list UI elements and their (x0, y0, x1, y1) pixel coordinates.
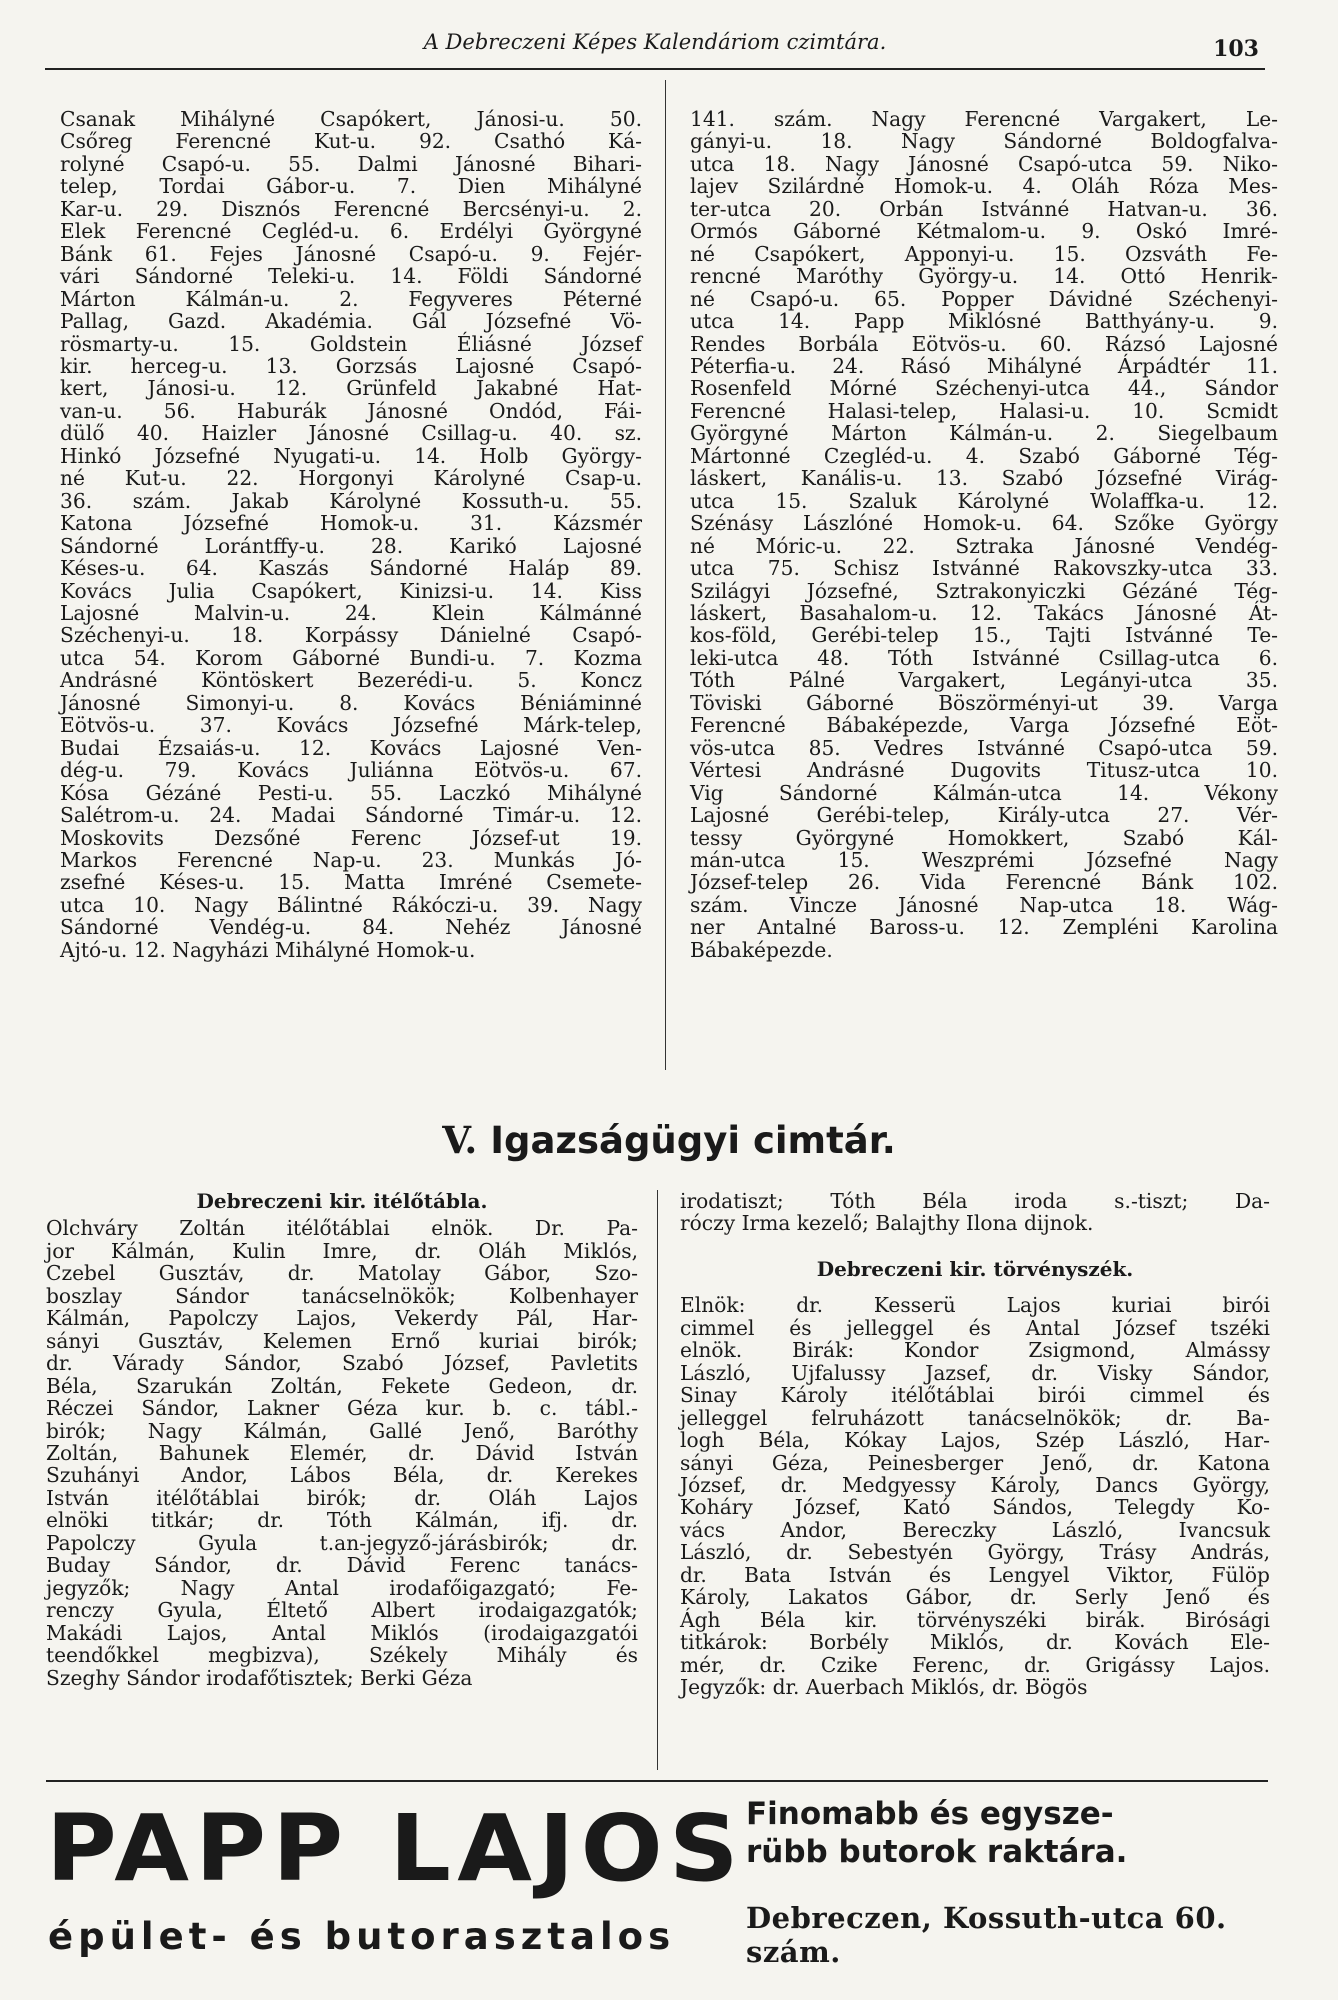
text-line: Csőreg Ferencné Kut-u. 92. Csathó Ká- (60, 129, 642, 154)
text-line: Budai Ézsaiás-u. 12. Kovács Lajosné Ven- (60, 735, 642, 760)
torvenyszek-text (680, 1294, 1270, 1698)
advert-name: PAPP LAJOS (46, 1795, 745, 1902)
tabla-continuation (680, 1190, 1270, 1235)
section-number: V. (442, 1118, 478, 1162)
advert-slogan-line2: rübb butorok raktára. (746, 1834, 1128, 1870)
text-line: Ágh Béla kir. törvényszéki birák. Birósági (680, 1607, 1270, 1632)
text-line: 141. szám. Nagy Ferencné Vargakert, Le- (690, 107, 1278, 131)
text-line: utca 10. Nagy Bálintné Rákóczi-u. 39. Nagy (60, 892, 642, 917)
text-line: vös-utca 85. Vedres Istvánné Csapó-utca 59. (690, 735, 1278, 760)
text-line: Kósa Gézáné Pesti-u. 55. Laczkó Mihályné (60, 780, 642, 805)
text-line: Lajosné Malvin-u. 24. Klein Kálmánné (60, 600, 642, 625)
text-line: Papolczy Gyula t.an-jegyző-járásbirók; dr. (46, 1530, 638, 1555)
text-line: Péterfia-u. 24. Rásó Mihályné Árpádtér 11. (690, 353, 1278, 378)
text-line: Szeghy Sándor irodafőtisztek; Berki Géza (46, 1665, 473, 1690)
text-line: Olchváry Zoltán itélőtáblai elnök. Dr. Pa- (46, 1216, 638, 1241)
text-line: rösmarty-u. 15. Goldstein Éliásné József (60, 331, 642, 356)
text-line: láskert, Basahalom-u. 12. Takács Jánosné Át- (690, 600, 1278, 625)
text-line: dég-u. 79. Kovács Juliánna Eötvös-u. 67. (60, 758, 642, 783)
text-line: né Csapó-u. 65. Popper Dávidné Széchenyi- (690, 286, 1278, 311)
text-line: Elnök: dr. Kesserü Lajos kuriai birói (680, 1293, 1270, 1318)
text-line: gányi-u. 18. Nagy Sándorné Boldogfalva- (690, 129, 1278, 154)
text-line: Károly, Lakatos Gábor, dr. Serly Jenő és (680, 1585, 1270, 1610)
text-line: rencné Maróthy György-u. 14. Ottó Henrik- (690, 264, 1278, 289)
text-line: jelleggel felruházott tanácselnökök; dr. Ba- (680, 1405, 1270, 1430)
text-line: Pallag, Gazd. Akadémia. Gál Józsefné Vö- (60, 309, 642, 334)
text-line: kert, Jánosi-u. 12. Grünfeld Jakabné Hat- (60, 376, 642, 401)
text-line: Sinay Károly itélőtáblai birói cimmel és (680, 1383, 1270, 1408)
text-line: Jegyzők: dr. Auerbach Miklós, dr. Bögös (680, 1675, 1088, 1700)
text-line: irodatiszt; Tóth Béla iroda s.-tiszt; Da- (680, 1189, 1270, 1213)
directory-right-column (690, 108, 1278, 961)
text-line: teendőkkel megbizva), Székely Mihály és (46, 1643, 638, 1668)
text-line: Csanak Mihályné Csapókert, Jánosi-u. 50. (60, 107, 642, 131)
text-line: Zoltán, Bahunek Elemér, dr. Dávid István (46, 1440, 638, 1465)
text-line: Kálmán, Papolczy Lajos, Vekerdy Pál, Har- (46, 1306, 638, 1331)
text-line: Széchenyi-u. 18. Korpássy Dánielné Csapó- (60, 623, 642, 648)
text-line: László, Ujfalussy Jazsef, dr. Visky Sándor, (680, 1360, 1270, 1385)
text-line: ter-utca 20. Orbán Istvánné Hatvan-u. 36. (690, 196, 1278, 221)
text-line: Sándorné Vendég-u. 84. Nehéz Jánosné (60, 915, 642, 940)
text-line: ner Antalné Baross-u. 12. Zempléni Karolina (690, 915, 1278, 940)
text-line: László, dr. Sebestyén György, Trásy András, (680, 1540, 1270, 1565)
text-line: né Kut-u. 22. Horgonyi Károlyné Csap-u. (60, 466, 642, 491)
text-line: Réczei Sándor, Lakner Géza kur. b. c. tábl.- (46, 1396, 638, 1421)
text-line: Hinkó Józsefné Nyugati-u. 14. Holb György- (60, 443, 642, 468)
advert-slogan-line1: Finomabb és egysze- (746, 1796, 1114, 1832)
text-line: utca 14. Papp Miklósné Batthyány-u. 9. (690, 309, 1278, 334)
text-line: utca 15. Szaluk Károlyné Wolaffka-u. 12. (690, 488, 1278, 513)
text-line: elnök. Birák: Kondor Zsigmond, Almássy (680, 1338, 1270, 1363)
text-line: rolyné Csapó-u. 55. Dalmi Jánosné Bihari- (60, 151, 642, 176)
text-line: Szénásy Lászlóné Homok-u. 64. Szőke György (690, 511, 1278, 536)
text-line: tessy Györgyné Homokkert, Szabó Kál- (690, 825, 1278, 850)
advert-address: Debreczen, Kossuth-utca 60. szám. (746, 1901, 1227, 1969)
text-line: Béla, Szarukán Zoltán, Fekete Gedeon, dr. (46, 1373, 638, 1398)
text-line: Tóth Pálné Vargakert, Legányi-utca 35. (690, 668, 1278, 693)
advert-rule (46, 1780, 1268, 1782)
text-line: Ormós Gáborné Kétmalom-u. 9. Oskó Imré- (690, 219, 1278, 244)
text-line: zsefné Késes-u. 15. Matta Imréné Csemete- (60, 870, 642, 895)
text-line: titkárok: Borbély Miklós, dr. Kovách Ele- (680, 1630, 1270, 1655)
text-line: vári Sándorné Teleki-u. 14. Földi Sándorné (60, 264, 642, 289)
column-divider-lower (657, 1190, 658, 1770)
text-line: szám. Vincze Jánosné Nap-utca 18. Wág- (690, 892, 1278, 917)
text-line: sányi Gusztáv, Kelemen Ernő kuriai birók; (46, 1328, 638, 1353)
text-line: Györgyné Márton Kálmán-u. 2. Siegelbaum (690, 421, 1278, 446)
text-line: Bábaképezde. (690, 937, 833, 962)
text-line: róczy Irma kezelő; Balajthy Ilona dijnok. (680, 1211, 1094, 1236)
text-line: lajev Szilárdné Homok-u. 4. Oláh Róza Mes- (690, 174, 1278, 199)
text-line: leki-utca 48. Tóth Istvánné Csillag-utca 6. (690, 645, 1278, 670)
text-line: 36. szám. Jakab Károlyné Kossuth-u. 55. (60, 488, 642, 513)
text-line: né Móric-u. 22. Sztraka Jánosné Vendég- (690, 533, 1278, 558)
text-line: Czebel Gusztáv, dr. Matolay Gábor, Szo- (46, 1261, 638, 1286)
text-line: Elek Ferencné Cegléd-u. 6. Erdélyi Györgyné (60, 219, 642, 244)
text-line: Vértesi Andrásné Dugovits Titusz-utca 10. (690, 758, 1278, 783)
section-title: Igazságügyi cimtár. (490, 1119, 896, 1162)
text-line: Ferencné Bábaképezde, Varga Józsefné Eöt- (690, 713, 1278, 738)
text-line: logh Béla, Kókay Lajos, Szép László, Har- (680, 1428, 1270, 1453)
text-line: mán-utca 15. Weszprémi Józsefné Nagy (690, 847, 1278, 872)
text-line: Töviski Gáborné Böszörményi-ut 39. Varga (690, 690, 1278, 715)
text-line: Szilágyi Józsefné, Sztrakonyiczki Gézáné Tég- (690, 578, 1278, 603)
text-line: renczy Gyula, Éltető Albert irodaigazgatók; (46, 1598, 638, 1623)
tabla-text (46, 1217, 638, 1689)
text-line: utca 75. Schisz Istvánné Rakovszky-utca 33. (690, 556, 1278, 581)
page-number: 103 (1213, 36, 1259, 62)
text-line: Markos Ferencné Nap-u. 23. Munkás Jó- (60, 847, 642, 872)
text-line: mér, dr. Czike Ferenc, dr. Grigássy Lajos. (680, 1652, 1270, 1677)
text-line: Lajosné Gerébi-telep, Király-utca 27. Vér- (690, 803, 1278, 828)
text-line: Rosenfeld Mórné Széchenyi-utca 44., Sándor (690, 376, 1278, 401)
text-line: Rendes Borbála Eötvös-u. 60. Rázsó Lajosné (690, 331, 1278, 356)
text-line: boszlay Sándor tanácselnökök; Kolbenhayer (46, 1283, 638, 1308)
text-line: Salétrom-u. 24. Madai Sándorné Timár-u. 12. (60, 803, 642, 828)
text-line: utca 54. Korom Gáborné Bundi-u. 7. Kozma (60, 645, 642, 670)
text-line: Buday Sándor, dr. Dávid Ferenc tanács- (46, 1553, 638, 1578)
text-line: Jánosné Simonyi-u. 8. Kovács Béniáminné (60, 690, 642, 715)
section-heading (0, 1118, 1338, 1162)
torvenyszek-column (680, 1190, 1270, 1699)
text-line: né Csapókert, Apponyi-u. 15. Ozsváth Fe- (690, 241, 1278, 266)
text-line: utca 18. Nagy Jánosné Csapó-utca 59. Niko- (690, 151, 1278, 176)
text-line: kos-föld, Gerébi-telep 15., Tajti Istvánné Te- (690, 623, 1278, 648)
advert-right-block (746, 1795, 1266, 1969)
text-line: Márton Kálmán-u. 2. Fegyveres Péterné (60, 286, 642, 311)
advertisement (46, 1785, 1268, 1969)
text-line: István itélőtáblai birók; dr. Oláh Lajos (46, 1485, 638, 1510)
text-line: dülő 40. Haizler Jánosné Csillag-u. 40. sz. (60, 421, 642, 446)
text-line: Eötvös-u. 37. Kovács Józsefné Márk-telep, (60, 713, 642, 738)
advert-trade: épület- és butorasztalos (48, 1915, 676, 1958)
text-line: vács Andor, Bereczky László, Ivancsuk (680, 1517, 1270, 1542)
text-line: Vig Sándorné Kálmán-utca 14. Vékony (690, 780, 1278, 805)
text-line: láskert, Kanális-u. 13. Szabó Józsefné Virág- (690, 466, 1278, 491)
text-line: Szuhányi Andor, Lábos Béla, dr. Kerekes (46, 1463, 638, 1488)
text-line: Andrásné Köntöskert Bezerédi-u. 5. Koncz (60, 668, 642, 693)
text-line: jor Kálmán, Kulin Imre, dr. Oláh Miklós, (46, 1238, 638, 1263)
text-line: József-telep 26. Vida Ferencné Bánk 102. (690, 870, 1278, 895)
text-line: Ajtó-u. 12. Nagyházi Mihályné Homok-u. (60, 937, 476, 962)
torvenyszek-heading: Debreczeni kir. törvényszék. (816, 1256, 1134, 1281)
text-line: Koháry József, Kató Sándos, Telegdy Ko- (680, 1495, 1270, 1520)
text-line: Moskovits Dezsőné Ferenc József-ut 19. (60, 825, 642, 850)
page-header (45, 28, 1265, 70)
text-line: jegyzők; Nagy Antal irodafőigazgató; Fe- (46, 1575, 638, 1600)
text-line: elnöki titkár; dr. Tóth Kálmán, ifj. dr. (46, 1508, 638, 1533)
tabla-column (46, 1190, 638, 1689)
text-line: József, dr. Medgyessy Károly, Dancs György, (680, 1472, 1270, 1497)
text-line: birók; Nagy Kálmán, Gallé Jenő, Baróthy (46, 1418, 638, 1443)
text-line: dr. Bata István és Lengyel Viktor, Fülöp (680, 1562, 1270, 1587)
running-title: A Debreczeni Képes Kalendáriom czimtára. (423, 30, 887, 54)
text-line: Sándorné Lorántffy-u. 28. Karikó Lajosné (60, 533, 642, 558)
directory-left-column (60, 108, 642, 961)
text-line: Kovács Julia Csapókert, Kinizsi-u. 14. Kiss (60, 578, 642, 603)
text-line: Katona Józsefné Homok-u. 31. Kázsmér (60, 511, 642, 536)
text-line: van-u. 56. Haburák Jánosné Ondód, Fái- (60, 398, 642, 423)
text-line: telep, Tordai Gábor-u. 7. Dien Mihályné (60, 174, 642, 199)
text-line: Kar-u. 29. Disznós Ferencné Bercsényi-u. 2. (60, 196, 642, 221)
tabla-heading: Debreczeni kir. itélőtábla. (196, 1189, 488, 1213)
text-line: Bánk 61. Fejes Jánosné Csapó-u. 9. Fejér- (60, 241, 642, 266)
column-divider (665, 80, 666, 1070)
text-line: dr. Várady Sándor, Szabó József, Pavletits (46, 1351, 638, 1376)
text-line: cimmel és jelleggel és Antal József tszéki (680, 1315, 1270, 1340)
text-line: Ferencné Halasi-telep, Halasi-u. 10. Scmidt (690, 398, 1278, 423)
text-line: Makádi Lajos, Antal Miklós (irodaigazgatói (46, 1620, 638, 1645)
text-line: sányi Géza, Peinesberger Jenő, dr. Katona (680, 1450, 1270, 1475)
text-line: kir. herceg-u. 13. Gorzsás Lajosné Csapó- (60, 353, 642, 378)
text-line: Késes-u. 64. Kaszás Sándorné Haláp 89. (60, 556, 642, 581)
text-line: Mártonné Czegléd-u. 4. Szabó Gáborné Tég- (690, 443, 1278, 468)
